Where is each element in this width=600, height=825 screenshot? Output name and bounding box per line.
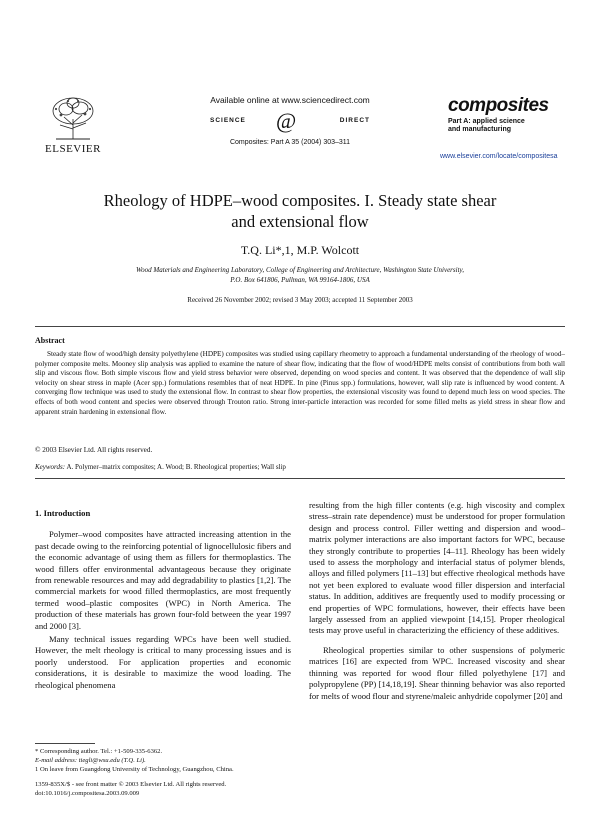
journal-logo-sub1: Part A: applied science [448, 118, 525, 125]
footnotes [35, 748, 291, 774]
footnote-corresponding: * Corresponding author. Tel.: +1-509-335-6362. [35, 748, 163, 755]
author-affiliation [60, 265, 540, 285]
footnote-email[interactable]: E-mail address: tiegli@wsu.edu (T.Q. Li). [35, 756, 146, 764]
footer-doi[interactable]: doi:10.1016/j.compositesa.2003.09.009 [35, 790, 140, 797]
page-footer [35, 780, 291, 798]
sd-logo-mark: @ [276, 108, 297, 133]
sd-logo-right: DIRECT [339, 117, 370, 124]
journal-logo-subtitle [448, 118, 568, 134]
keywords-list: A. Polymer–matrix composites; A. Wood; B. Rheological properties; Wall slip [66, 463, 286, 471]
section-heading-introduction: 1. Introduction [35, 508, 91, 518]
elsevier-logo [38, 95, 108, 157]
journal-logo-wordmark: composites [448, 95, 549, 116]
abstract-bottom-divider [35, 478, 565, 479]
footnote-leave: 1 On leave from Guangdong University of Technology, Guangzhou, China. [35, 765, 234, 773]
article-title [60, 190, 540, 232]
publisher-name: ELSEVIER [45, 143, 101, 155]
abstract-top-divider [35, 326, 565, 327]
title-line-1: Rheology of HDPE–wood composites. I. Steady state shear [103, 191, 497, 210]
journal-logo-sub2: and manufacturing [448, 126, 512, 133]
body-column-left [35, 508, 291, 691]
footer-issn: 1359-835X/$ - see front matter © 2003 Elsevier Ltd. All rights reserved. [35, 781, 227, 788]
title-line-2: and extensional flow [231, 212, 369, 231]
intro-paragraph-3: resulting from the high filler contents (e.g. high viscosity and complex stress–strain rate dependence) must be understood for proper formulation design and process control. Filler wetting and dispersion and wood–matrix polymer interactions are also important factors for WPC, because they strongly contribute to properties [4–11]. Rheology has been widely used to assess the morphology and interfacial status of polymer blends, alloys and filled polymers [11–13] but effective rheological methods have not yet been explored to evaluate wood filler dispersion and interfacial status. In addition, additives are frequently used to modify processing or end properties of WPC formulations, however, their effects have been largely assessed from an applied viewpoint [14,15]. Proper rheological tests may prove useful in characterizing the efficiency of these additives. [309, 500, 565, 636]
received-dates: Received 26 November 2002; revised 3 May 2003; accepted 11 September 2003 [187, 296, 413, 304]
intro-paragraph-4: Rheological properties similar to other suspensions of polymeric matrices [16] are expected from WPC. Increased viscosity and shear thinning was reported for wood flour filled polyethylene [17] and polypropylene (PP) [14,18,19]. Shear thinning behavior was also reported for melts of wood flour and styrene/maleic anhydride copolymer [20] and [309, 644, 565, 701]
keywords [35, 463, 286, 471]
affiliation-line-2: P.O. Box 641806, Pullman, WA 99164-1806, USA [230, 276, 370, 284]
journal-logo [448, 95, 568, 134]
abstract-text: Steady state flow of wood/high density polyethylene (HDPE) composites was studied using capillary rheometry to approach a fundamental understanding of the rheology of wood–polymer composite melts. Mooney slip analysis was applied to examine the nature of shear flow, indicating that the flow of wood/HDPE melts consist of contributions from both wall slip and viscous flow. Both simple viscous flow and yield stress behavior were observed, depending on wood species and content. It was observed that the dependence of wall slip velocity on shear stress in maple (Acer spp.) formulations resembles that of neat HDPE. In pine (Pinus spp.) formulations, however, wall slip rate is influenced by wood content. A converging flow technique was used to study the extensional flow. In contrast to shear flow properties, the extensional viscosity was found to depend much less on wood species. The effects of both wood content and species were observed through Trouton ratio. Strong inter-particle interaction was recorded for some filled melts as yield stress in shear flow and apparent strain hardening in extensional flow. [35, 350, 565, 416]
journal-citation: Composites: Part A 35 (2004) 303–311 [229, 139, 351, 146]
body-column-right [309, 500, 565, 702]
affiliation-line-1: Wood Materials and Engineering Laboratory, College of Engineering and Architecture, Washington State University, [135, 266, 464, 274]
journal-homepage-link[interactable]: www.elsevier.com/locate/compositesa [440, 153, 558, 160]
keywords-label: Keywords: [35, 463, 66, 471]
sd-logo-left: SCIENCE [210, 117, 246, 124]
elsevier-tree-icon [46, 95, 100, 141]
abstract-heading: Abstract [35, 336, 65, 345]
intro-paragraph-2: Many technical issues regarding WPCs have been well studied. However, the melt rheology is critical to many processing issues and is poorly understood. For application properties and economic considerations, it is desirable to maximize the wood loading. The rheological phenomena [35, 634, 291, 690]
footnote-divider [35, 743, 95, 744]
available-online-link[interactable]: Available online at www.sciencedirect.com [210, 95, 370, 105]
sciencedirect-block [190, 95, 390, 146]
page-header [0, 0, 600, 170]
sciencedirect-logo[interactable] [210, 109, 370, 133]
abstract-copyright: © 2003 Elsevier Ltd. All rights reserved. [35, 446, 153, 454]
intro-paragraph-1: Polymer–wood composites have attracted increasing attention in the past decade owing to the reinforcing potential of lignocellulosic fibers and the economic advantage of using them as fillers for thermoplastics. The wood fillers offer environmental advantageous because they originate from renewable resources and may add degradability to plastics [1,2]. The commercial markets for wood filled thermoplastics, are most frequently termed wood–plastic composites (WPC) in North America. The production of these materials has grown four-fold between the year 1997 and 2000 [3]. [35, 529, 291, 631]
article-authors: T.Q. Li*,1, M.P. Wolcott [240, 243, 360, 257]
